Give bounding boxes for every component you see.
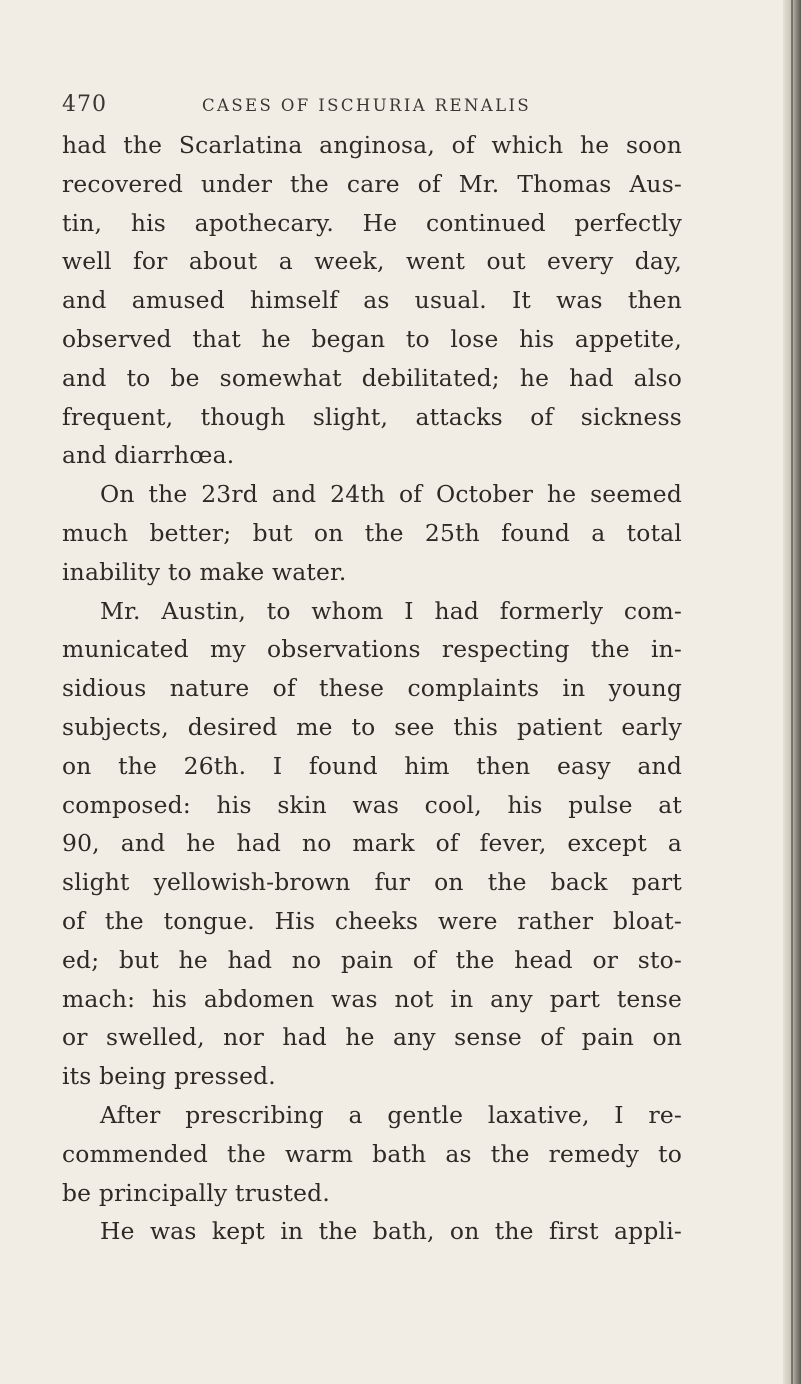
text-line: its being pressed.	[62, 1062, 276, 1091]
text-line: subjects, desired me to see this patient early	[62, 712, 682, 741]
text-line: slight yellowish-brown fur on the back part	[62, 868, 682, 897]
page-number: 470	[62, 92, 107, 117]
text-line: and diarrhœa.	[62, 441, 235, 470]
text-line: municated my observations respecting the in-	[62, 635, 682, 664]
text-line: recovered under the care of Mr. Thomas Aus-	[62, 169, 682, 198]
text-line: inability to make water.	[62, 557, 347, 586]
text-line: mach: his abdomen was not in any part tense	[62, 984, 682, 1013]
text-line: commended the warm bath as the remedy to	[62, 1139, 682, 1168]
text-line: He was kept in the bath, on the first appli-	[100, 1217, 682, 1246]
page-edge-line	[791, 0, 793, 1384]
text-line: After prescribing a gentle laxative, I re-	[100, 1100, 682, 1129]
text-line: much better; but on the 25th found a total	[62, 518, 682, 547]
text-line: Mr. Austin, to whom I had formerly com-	[100, 596, 682, 625]
text-line: or swelled, nor had he any sense of pain on	[62, 1023, 682, 1052]
text-line: well for about a week, went out every day,	[62, 247, 682, 276]
text-line: of the tongue. His cheeks were rather bloat-	[62, 906, 682, 935]
text-line: 90, and he had no mark of fever, except a	[62, 829, 682, 858]
text-line: ed; but he had no pain of the head or sto-	[62, 945, 682, 974]
text-line: composed: his skin was cool, his pulse at	[62, 790, 682, 819]
text-line: and to be somewhat debilitated; he had also	[62, 363, 682, 392]
text-line: and amused himself as usual. It was then	[62, 286, 682, 315]
text-line: on the 26th. I found him then easy and	[62, 751, 682, 780]
text-line: frequent, though slight, attacks of sickness	[62, 402, 682, 431]
running-title: CASES OF ISCHURIA RENALIS	[202, 96, 532, 115]
text-line: sidious nature of these complaints in young	[62, 674, 682, 703]
text-line: observed that he began to lose his appetite,	[62, 324, 682, 353]
running-head	[62, 92, 682, 122]
text-line: On the 23rd and 24th of October he seemed	[100, 480, 682, 509]
text-line: had the Scarlatina anginosa, of which he soon	[62, 131, 682, 159]
text-line: tin, his apothecary. He continued perfectly	[62, 208, 682, 237]
body-text	[62, 126, 682, 1251]
text-line: be principally trusted.	[62, 1178, 330, 1207]
